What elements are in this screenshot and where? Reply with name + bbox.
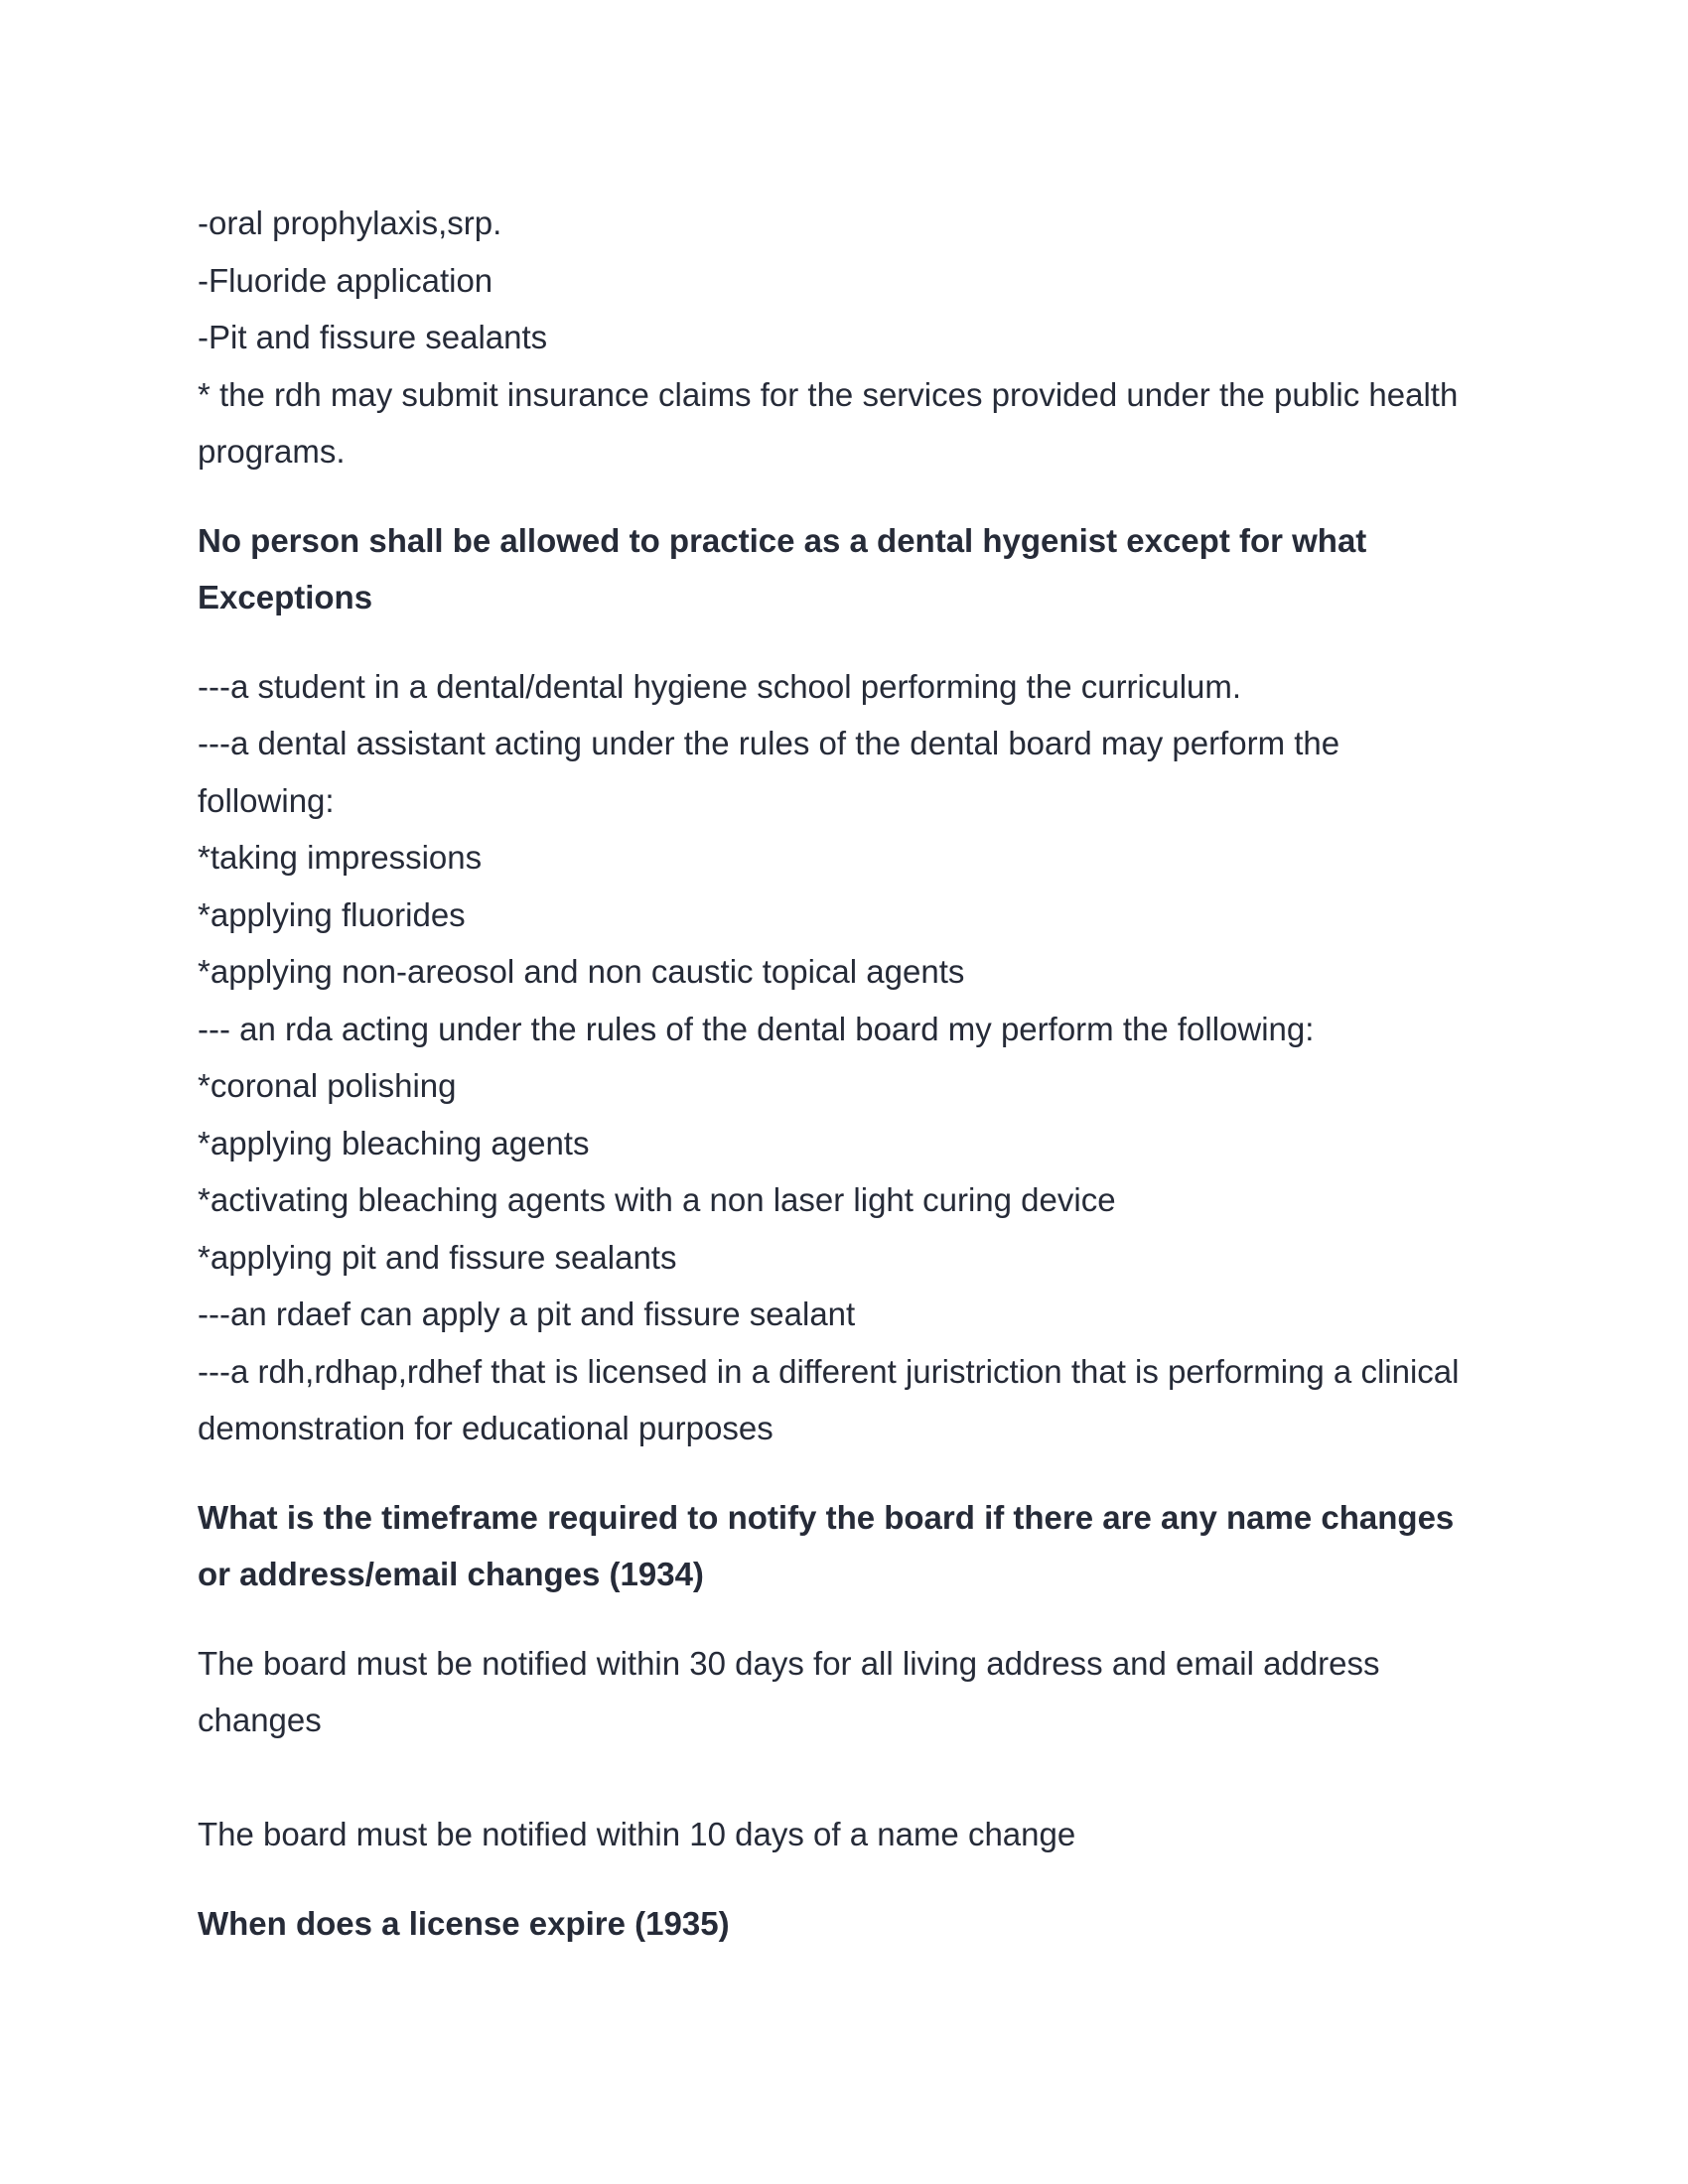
list-block-services <box>198 195 1488 480</box>
answer-line: The board must be notified within 30 days for all living address and email address <box>198 1644 1380 1682</box>
answer-line: following: <box>198 781 335 819</box>
answer-line: *coronal polishing <box>198 1067 457 1104</box>
question-heading-exceptions <box>198 512 1488 626</box>
answer-line: *activating bleaching agents with a non laser light curing device <box>198 1181 1116 1218</box>
question-line: Exceptions <box>198 579 373 615</box>
answer-block-notify-board <box>198 1635 1488 1863</box>
answer-line: *applying fluorides <box>198 895 466 933</box>
question-heading-notify-board <box>198 1489 1488 1603</box>
answer-line: --- an rda acting under the rules of the dental board my perform the following: <box>198 1010 1315 1047</box>
answer-line: ---a student in a dental/dental hygiene school performing the curriculum. <box>198 667 1242 705</box>
answer-line: ---a rdh,rdhap,rdhef that is licensed in a different juristriction that is performing a clinical <box>198 1352 1460 1390</box>
answer-line: demonstration for educational purposes <box>198 1410 774 1446</box>
list-item: -Fluoride application <box>198 261 493 299</box>
answer-line: ---an rdaef can apply a pit and fissure sealant <box>198 1296 856 1332</box>
answer-line: *taking impressions <box>198 839 483 876</box>
answer-line: The board must be notified within 10 days of a name change <box>198 1816 1076 1852</box>
question-line: What is the timeframe required to notify the board if there are any name changes <box>198 1498 1455 1536</box>
answer-line: changes <box>198 1702 322 1738</box>
question-heading-license-expire <box>198 1895 1488 1953</box>
list-item: -Pit and fissure sealants <box>198 319 548 355</box>
document-page <box>198 195 1488 1952</box>
answer-line: ---a dental assistant acting under the rules of the dental board may perform the <box>198 725 1340 761</box>
note-line: programs. <box>198 433 346 470</box>
blank-line <box>198 1749 1488 1807</box>
list-item: -oral prophylaxis,srp. <box>198 205 502 241</box>
question-line: When does a license expire (1935) <box>198 1904 730 1942</box>
answer-line: *applying non-areosol and non caustic topical agents <box>198 953 965 990</box>
answer-line: *applying pit and fissure sealants <box>198 1238 677 1276</box>
answer-line: *applying bleaching agents <box>198 1124 590 1161</box>
note-line: * the rdh may submit insurance claims for the services provided under the public health <box>198 375 1459 413</box>
question-line: No person shall be allowed to practice as a dental hygenist except for what <box>198 521 1367 559</box>
question-line: or address/email changes (1934) <box>198 1556 704 1592</box>
answer-block-exceptions <box>198 658 1488 1457</box>
